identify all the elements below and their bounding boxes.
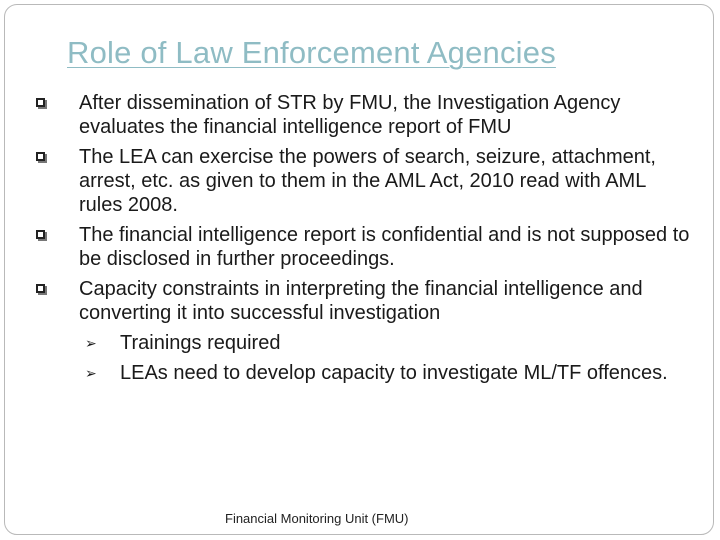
- bullet-item: [23, 145, 693, 217]
- bullet-list: [23, 91, 693, 391]
- sub-bullet-item: [85, 331, 693, 355]
- slide: [4, 4, 714, 535]
- bullet-text: Capacity constraints in interpreting the financial intelligence and converting it into successful investigation: [79, 278, 643, 324]
- bullet-item: [23, 91, 693, 139]
- bullet-item: [23, 277, 693, 385]
- sub-bullet-text: Trainings required: [120, 332, 281, 354]
- arrowhead-bullet-icon: ➢: [85, 365, 97, 381]
- bullet-text: The LEA can exercise the powers of search, seizure, attachment, arrest, etc. as given to them in the AML Act, 2010 read with AML rules 2008.: [79, 146, 656, 216]
- slide-footer: Financial Monitoring Unit (FMU): [225, 511, 409, 526]
- bullet-text: The financial intelligence report is confidential and is not supposed to be disclosed in further proceedings.: [79, 224, 690, 270]
- arrowhead-bullet-icon: ➢: [85, 335, 97, 351]
- square-bullet-icon: [36, 152, 45, 161]
- square-bullet-icon: [36, 230, 45, 239]
- sub-bullet-list: [79, 331, 693, 385]
- square-bullet-icon: [36, 284, 45, 293]
- sub-bullet-item: [85, 361, 693, 385]
- slide-title: Role of Law Enforcement Agencies: [67, 35, 556, 70]
- sub-bullet-text: LEAs need to develop capacity to investigate ML/TF offences.: [120, 362, 668, 384]
- bullet-text: After dissemination of STR by FMU, the Investigation Agency evaluates the financial intelligence report of FMU: [79, 92, 621, 138]
- square-bullet-icon: [36, 98, 45, 107]
- bullet-item: [23, 223, 693, 271]
